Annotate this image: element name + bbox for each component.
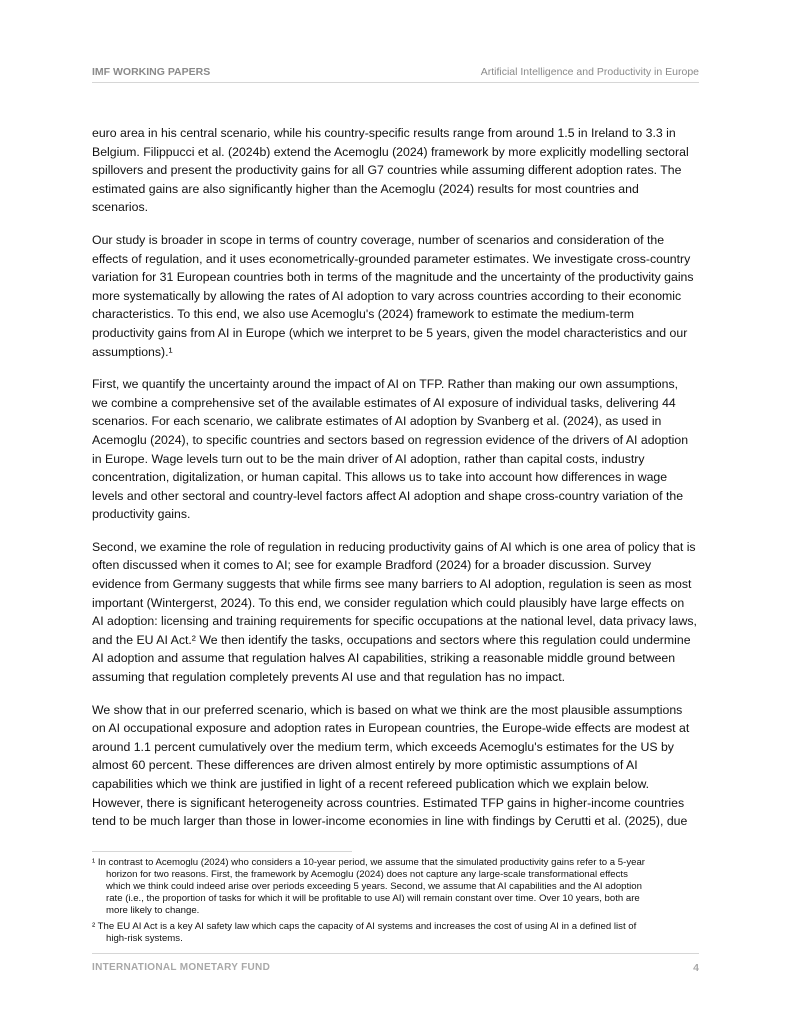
footnote bbox=[92, 921, 712, 945]
text-line: tend to be much larger than those in lower-income economies in line with findings by Cerutti et al. (2025), due bbox=[92, 814, 688, 829]
text-line: AI adoption and assume that regulation halves AI capabilities, striking a reasonable middle ground between bbox=[92, 651, 676, 666]
footer-publisher: INTERNATIONAL MONETARY FUND bbox=[92, 962, 271, 973]
text-line: estimated gains are also significantly higher than the Acemoglu (2024) results for most countries and bbox=[92, 181, 639, 196]
footnote bbox=[92, 857, 712, 917]
text-line: around 1.1 percent cumulatively over the medium term, which exceeds Acemoglu's estimates for the US by bbox=[92, 739, 674, 754]
footnote-divider bbox=[92, 851, 352, 852]
running-header-title: Artificial Intelligence and Productivity in Europe bbox=[480, 66, 699, 78]
text-line: capabilities which we think are justified in light of a recent refereed publication which we explain below. bbox=[92, 777, 650, 791]
text-line: Second, we examine the role of regulation in reducing productivity gains of AI which is one area of policy that is bbox=[92, 539, 696, 554]
body-text bbox=[92, 124, 712, 845]
paragraph bbox=[92, 124, 712, 217]
text-line: characteristics. To this end, we also use Acemoglu's (2024) framework to estimate the medium-term bbox=[92, 307, 635, 322]
text-line: which we think could indeed arise over periods exceeding 5 years. Second, we assume that AI capabilities and the AI adoption bbox=[106, 881, 642, 892]
text-line: Belgium. Filippucci et al. (2024b) extend the Acemoglu (2024) framework by more explicitly modelling sectoral bbox=[92, 144, 689, 159]
text-line: almost 60 percent. These differences are driven almost entirely by more optimistic assumptions of AI bbox=[92, 758, 638, 773]
running-header-series: IMF WORKING PAPERS bbox=[92, 66, 211, 78]
text-line: scenarios. bbox=[92, 200, 149, 215]
text-line: Our study is broader in scope in terms of country coverage, number of scenarios and consideration of the bbox=[92, 232, 665, 247]
text-line: concentration, digitalization, or human capital. This allows us to take into account how differences in wage bbox=[92, 470, 668, 485]
text-line: in Europe. Wage levels turn out to be the main driver of AI adoption, rather than capital costs, industry bbox=[92, 451, 645, 466]
text-line: spillovers and present the productivity gains for all G7 countries while assuming different adoption rates. The bbox=[92, 163, 682, 178]
text-line: Acemoglu (2024), to specific countries and sectors based on regression evidence of the drivers of AI adoption bbox=[92, 432, 689, 447]
text-line: AI adoption: licensing and training requirements for specific occupations at the national level, data privacy laws, bbox=[92, 614, 697, 629]
text-line: important (Wintergerst, 2024). To this end, we consider regulation which could plausibly have large effects on bbox=[92, 595, 685, 610]
text-line: variation for 31 European countries both in terms of the magnitude and the uncertainty of the productivity gains bbox=[92, 270, 694, 285]
text-line: assumptions).¹ bbox=[92, 344, 173, 359]
text-line: assuming that regulation completely prevents AI use and that regulation has no impact. bbox=[92, 670, 566, 685]
text-line: scenarios. For each scenario, we calibrate estimates of AI adoption by Svanberg et al. (2024), as used in bbox=[92, 414, 662, 429]
text-line: productivity gains from AI in Europe (which we interpret to be 5 years, given the model characteristics and our bbox=[92, 325, 688, 340]
text-line: euro area in his central scenario, while his country-specific results range from around 1.5 in Ireland to 3.3 in bbox=[92, 126, 676, 140]
text-line: However, there is significant heterogeneity across countries. Estimated TFP gains in higher-income countries bbox=[92, 795, 685, 810]
text-line: high-risk systems. bbox=[106, 933, 183, 944]
text-line: we combine a comprehensive set of the available estimates of AI exposure of individual tasks, delivering 44 bbox=[92, 395, 676, 410]
footer-divider bbox=[92, 953, 699, 954]
text-line: more systematically by allowing the rates of AI adoption to vary across countries according to their economic bbox=[92, 288, 682, 303]
header-divider bbox=[92, 82, 699, 83]
text-line: productivity gains. bbox=[92, 507, 191, 522]
text-line: rate (i.e., the proportion of tasks for which it will be profitable to use AI) will remain constant over time. Over 10 years, both are bbox=[106, 893, 640, 904]
paragraph bbox=[92, 375, 712, 524]
text-line: effects of regulation, and it uses econometrically-grounded parameter estimates. We investigate cross-country bbox=[92, 251, 691, 266]
paragraph bbox=[92, 231, 712, 361]
text-line: ¹ In contrast to Acemoglu (2024) who considers a 10-year period, we assume that the simulated productivity gains refer to a 5-year bbox=[92, 857, 645, 868]
text-line: on AI occupational exposure and adoption rates in European countries, the Europe-wide effects are modest at bbox=[92, 721, 690, 736]
text-line: more likely to change. bbox=[106, 905, 200, 916]
text-line: levels and other sectoral and country-level factors affect AI adoption and shape cross-country variation of the bbox=[92, 488, 684, 503]
text-line: and the EU AI Act.² We then identify the tasks, occupations and sectors where this regulation could undermine bbox=[92, 632, 691, 647]
text-line: evidence from Germany suggests that while firms see many barriers to AI adoption, regulation is seen as most bbox=[92, 577, 692, 592]
page-number: 4 bbox=[693, 962, 699, 974]
paragraph bbox=[92, 701, 712, 831]
footnotes bbox=[92, 857, 712, 949]
text-line: ² The EU AI Act is a key AI safety law which caps the capacity of AI systems and increases the cost of using AI in a defined list of bbox=[92, 921, 637, 932]
text-line: First, we quantify the uncertainty around the impact of AI on TFP. Rather than making our own assumptions, bbox=[92, 377, 679, 392]
paragraph bbox=[92, 538, 712, 687]
text-line: We show that in our preferred scenario, which is based on what we think are the most plausible assumptions bbox=[92, 702, 683, 717]
text-line: often discussed when it comes to AI; see for example Bradford (2024) for a broader discussion. Survey bbox=[92, 558, 652, 573]
text-line: horizon for two reasons. First, the framework by Acemoglu (2024) does not capture any large-scale transformational effects bbox=[106, 869, 628, 880]
